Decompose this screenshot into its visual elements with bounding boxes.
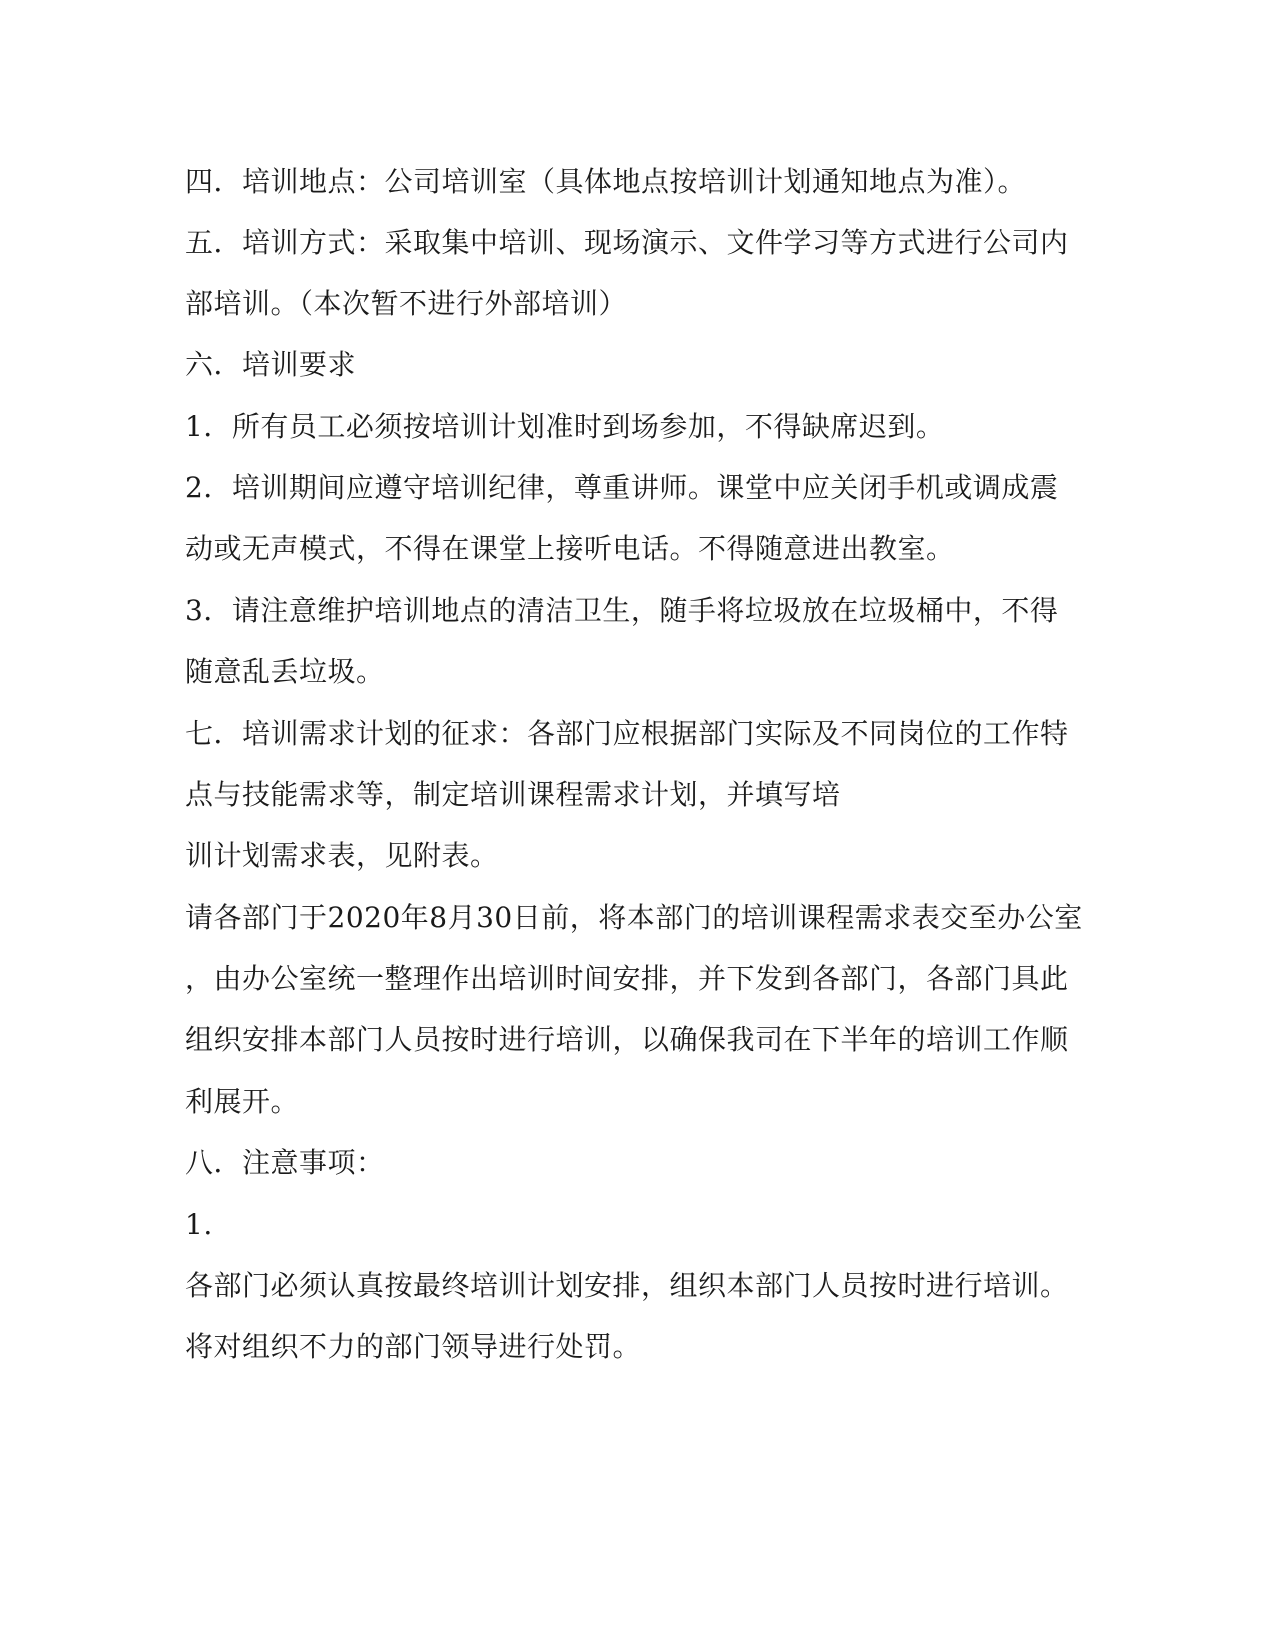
requirement-3-line-2: 随意乱丢垃圾。 xyxy=(185,655,385,688)
note-1-number: 1. xyxy=(185,1208,213,1241)
section-4-location: 四．培训地点：公司培训室（具体地点按培训计划通知地点为准）。 xyxy=(185,165,1027,198)
note-1-line-1: 各部门必须认真按最终培训计划安排，组织本部门人员按时进行培训。 xyxy=(185,1269,1069,1302)
deadline-paragraph-line-4: 利展开。 xyxy=(185,1085,300,1118)
deadline-paragraph-line-1: 请各部门于2020年8月30日前，将本部门的培训课程需求表交至办公室 xyxy=(185,901,1083,934)
requirement-2-line-2: 动或无声模式，不得在课堂上接听电话。不得随意进出教室。 xyxy=(185,532,955,565)
section-5-method-line-1: 五．培训方式：采取集中培训、现场演示、文件学习等方式进行公司内 xyxy=(185,226,1069,259)
section-6-heading: 六．培训要求 xyxy=(185,348,357,381)
requirement-2-line-1: 2．培训期间应遵守培训纪律，尊重讲师。课堂中应关闭手机或调成震 xyxy=(185,471,1059,504)
requirement-3-line-1: 3．请注意维护培训地点的清洁卫生，随手将垃圾放在垃圾桶中，不得 xyxy=(185,594,1059,627)
section-5-method-line-2: 部培训。（本次暂不进行外部培训） xyxy=(185,287,628,320)
section-7-line-1: 七．培训需求计划的征求：各部门应根据部门实际及不同岗位的工作特 xyxy=(185,717,1069,750)
section-8-heading: 八．注意事项： xyxy=(185,1146,385,1179)
note-1-line-2: 将对组织不力的部门领导进行处罚。 xyxy=(185,1330,642,1363)
section-7-line-3: 训计划需求表，见附表。 xyxy=(185,839,499,872)
section-7-line-2: 点与技能需求等，制定培训课程需求计划，并填写培 xyxy=(185,778,841,811)
deadline-paragraph-line-3: 组织安排本部门人员按时进行培训，以确保我司在下半年的培训工作顺 xyxy=(185,1023,1069,1056)
requirement-1: 1．所有员工必须按培训计划准时到场参加，不得缺席迟到。 xyxy=(185,410,945,443)
deadline-paragraph-line-2: ，由办公室统一整理作出培训时间安排，并下发到各部门，各部门具此 xyxy=(185,962,1069,995)
